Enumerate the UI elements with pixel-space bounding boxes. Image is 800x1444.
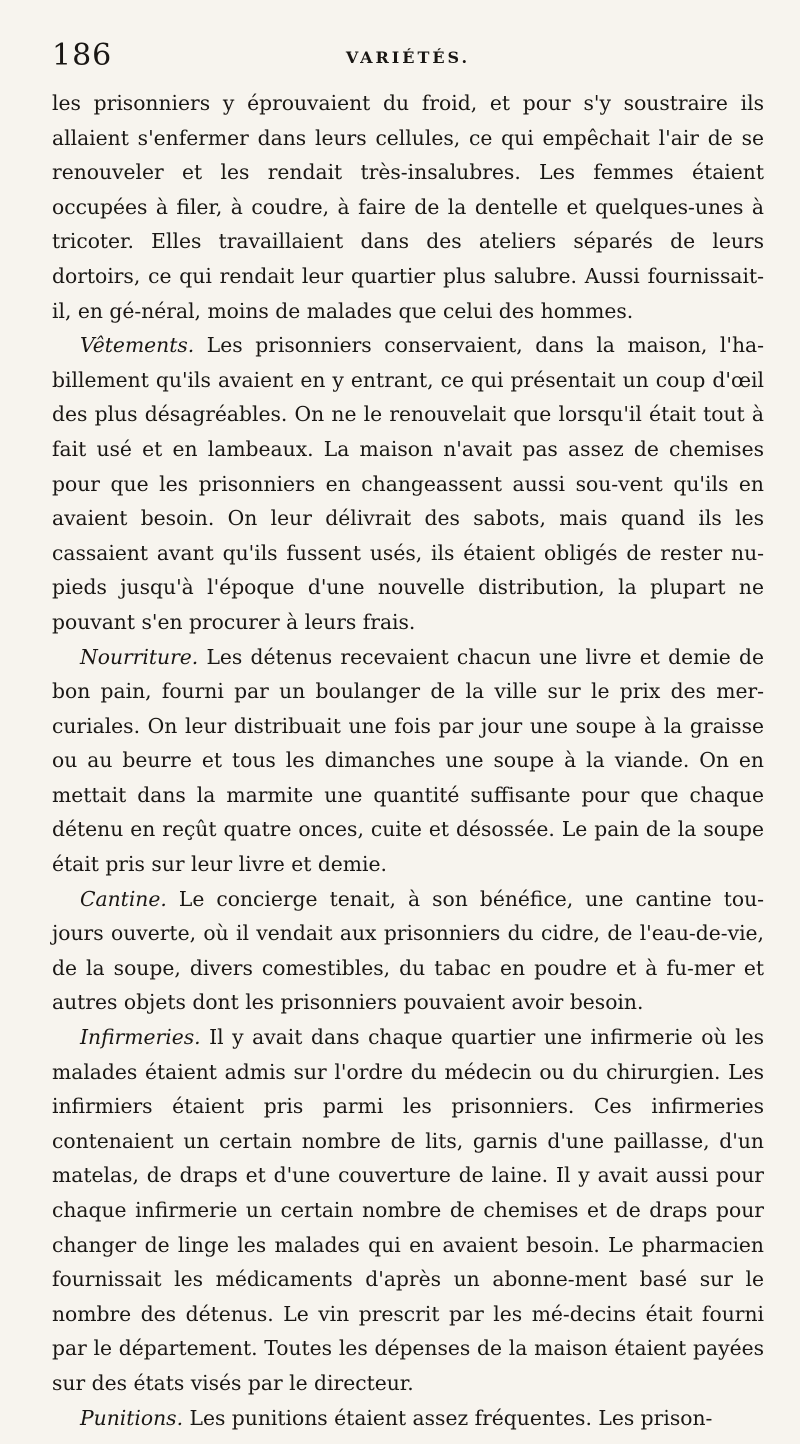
paragraph-text: Les détenus recevaient chacun une livre et demie de bon pain, fourni par un boulanger de la ville sur le prix des mer-curiales. On leur distribuait une fois par jour une soupe à la graisse ou au beurre et tous les dimanches une soupe à la viande. On en mettait dans la marmite une quantité suffisante pour que chaque détenu en reçût quatre onces, cuite et désossée. Le pain de la soupe était pris sur leur livre et demie. [52,644,764,877]
running-title: VARIÉTÉS. [345,48,471,67]
section-rubric: Infirmeries. [80,1025,201,1050]
paragraph-text: Les punitions étaient assez fréquentes. Les prison- [183,1405,713,1430]
paragraph-text: Il y avait dans chaque quartier une infirmerie où les malades étaient admis sur l'ordre du médecin ou du chirurgien. Les infirmiers étaient pris parmi les prisonniers. Ces infirmeries contenaient un certain nombre de lits, garnis d'une paillasse, d'un matelas, de draps et d'une couverture de laine. Il y avait aussi pour chaque infirmerie un certain nombre de chemises et de draps pour changer de linge les malades qui en avaient besoin. Le pharmacien fournissait les médicaments d'après un abonne-ment basé sur le nombre des détenus. Le vin prescrit par les mé-decins était fourni par le département. Toutes les dépenses de la maison étaient payées sur des états visés par le directeur. [52,1025,764,1395]
page-number: 186 [52,38,113,73]
section-rubric: Vêtements. [80,333,195,358]
section-rubric: Nourriture. [80,644,199,669]
running-head [52,38,764,78]
paragraph-text: Le concierge tenait, à son bénéfice, une cantine tou-jours ouverte, où il vendait aux prisonniers du cidre, de l'eau-de-vie, de la soupe, divers comestibles, du tabac en poudre et à fu-mer et autres objets dont les prisonniers pouvaient avoir besoin. [52,886,764,1015]
paragraph-text: les prisonniers y éprouvaient du froid, et pour s'y soustraire ils allaient s'enfermer dans leurs cellules, ce qui empêchait l'air de se renouveler et les rendait très-insalubres. Les femmes étaient occupées à filer, à coudre, à faire de la dentelle et quelques-unes à tricoter. Elles travaillaient dans des ateliers séparés de leurs dortoirs, ce qui rendait leur quartier plus salubre. Aussi fournissait-il, en gé-néral, moins de malades que celui des hommes. [52,91,764,323]
paragraph-vetements [52,328,764,639]
paragraph-nourriture [52,640,764,882]
paragraph-text: Les prisonniers conservaient, dans la maison, l'ha-billement qu'ils avaient en y entrant, ce qui présentait un coup d'œil des plus désagréables. On ne le renouvelait que lorsqu'il était tout à fait usé et en lambeaux. La maison n'avait pas assez de chemises pour que les prisonniers en changeassent aussi sou-vent qu'ils en avaient besoin. On leur délivrait des sabots, mais quand ils les cassaient avant qu'ils fussent usés, ils étaient obligés de rester nu-pieds jusqu'à l'époque d'une nouvelle distribution, la plupart ne pouvant s'en procurer à leurs frais. [52,333,764,634]
paragraph-punitions [52,1401,764,1436]
section-rubric: Punitions. [80,1405,184,1430]
paragraph-continuation [52,86,764,328]
paragraph-infirmeries [52,1020,764,1401]
section-rubric: Cantine. [80,886,167,911]
body-text [52,86,764,1435]
paragraph-cantine [52,882,764,1020]
